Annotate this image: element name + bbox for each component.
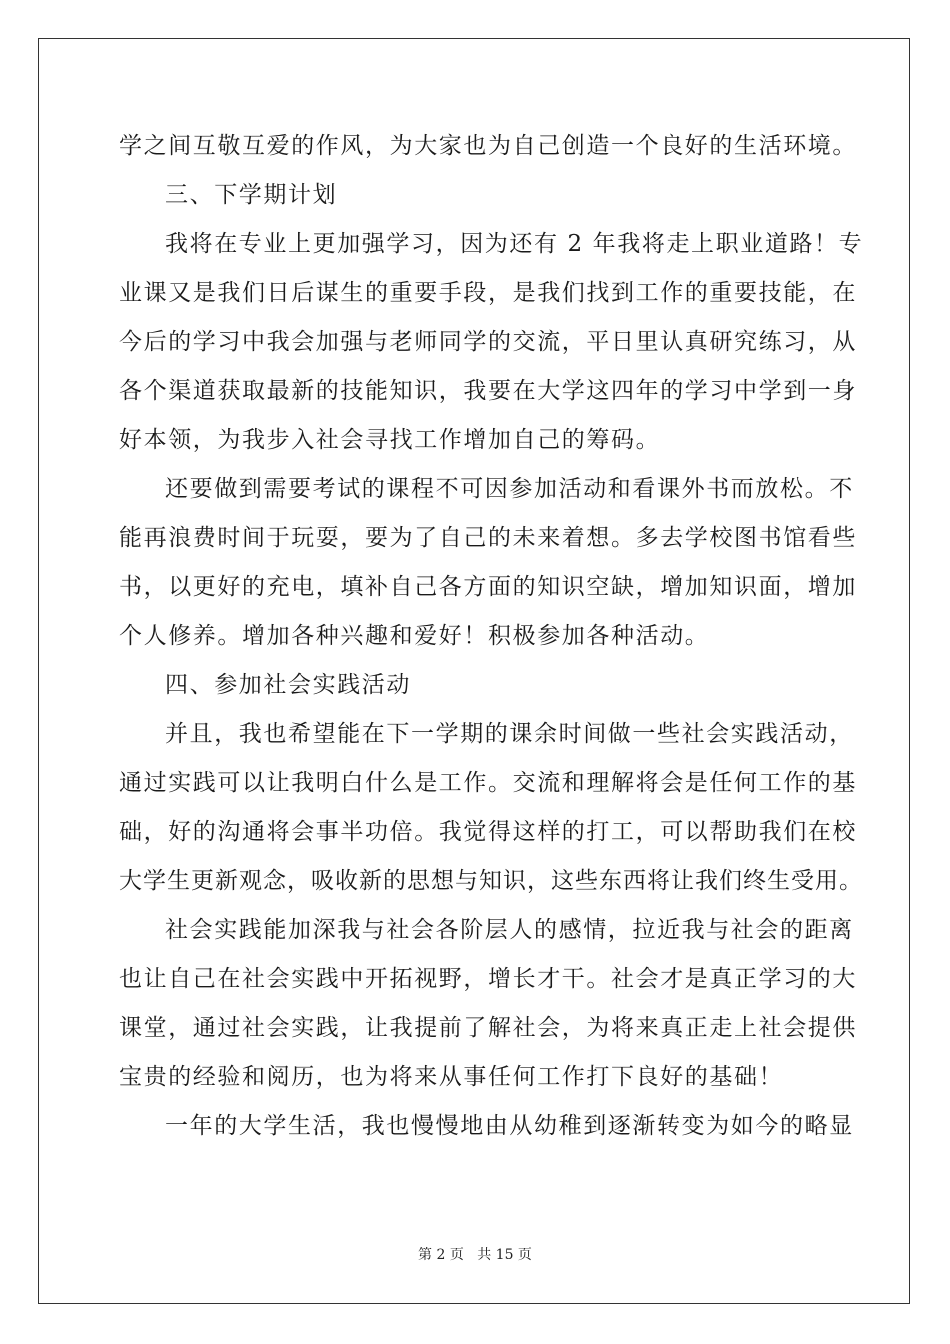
body-line: 也让自己在社会实践中开拓视野，增长才干。社会才是真正学习的大 bbox=[119, 966, 857, 992]
paragraph-first-line: 社会实践能加深我与社会各阶层人的感情，拉近我与社会的距离 bbox=[165, 917, 854, 943]
body-line: 通过实践可以让我明白什么是工作。交流和理解将会是任何工作的基 bbox=[119, 770, 857, 796]
body-line: 学之间互敬互爱的作风，为大家也为自己创造一个良好的生活环境。 bbox=[119, 133, 857, 159]
body-line: 业课又是我们日后谋生的重要手段，是我们找到工作的重要技能，在 bbox=[119, 280, 857, 306]
body-line: 今后的学习中我会加强与老师同学的交流，平日里认真研究练习，从 bbox=[119, 329, 857, 355]
page-number: 第 2 页 bbox=[418, 1247, 464, 1263]
paragraph-first-line: 我将在专业上更加强学习，因为还有 2 年我将走上职业道路！专 bbox=[165, 231, 864, 257]
document-body bbox=[119, 122, 864, 1151]
paragraph-first-line: 还要做到需要考试的课程不可因参加活动和看课外书而放松。不 bbox=[165, 476, 854, 502]
paragraph-first-line: 并且，我也希望能在下一学期的课余时间做一些社会实践活动， bbox=[165, 721, 854, 747]
body-line: 大学生更新观念，吸收新的思想与知识，这些东西将让我们终生受用。 bbox=[119, 868, 863, 894]
paragraph-first-line: 一年的大学生活，我也慢慢地由从幼稚到逐渐转变为如今的略显 bbox=[165, 1113, 854, 1139]
body-line: 书，以更好的充电，填补自己各方面的知识空缺，增加知识面，增加 bbox=[119, 574, 857, 600]
body-line: 能再浪费时间于玩耍，要为了自己的未来着想。多去学校图书馆看些 bbox=[119, 525, 857, 551]
body-line: 各个渠道获取最新的技能知识，我要在大学这四年的学习中学到一身 bbox=[119, 378, 857, 404]
footer-spacer bbox=[464, 1247, 477, 1263]
body-line: 课堂，通过社会实践，让我提前了解社会，为将来真正走上社会提供 bbox=[119, 1015, 857, 1041]
body-line: 础，好的沟通将会事半功倍。我觉得这样的打工，可以帮助我们在校 bbox=[119, 819, 857, 845]
body-line: 好本领，为我步入社会寻找工作增加自己的筹码。 bbox=[119, 427, 661, 453]
page-total: 共 15 页 bbox=[477, 1247, 532, 1263]
page-footer bbox=[0, 1245, 950, 1265]
section-heading: 三、下学期计划 bbox=[165, 182, 338, 208]
body-line: 宝贵的经验和阅历，也为将来从事任何工作打下良好的基础！ bbox=[119, 1064, 784, 1090]
body-line: 个人修养。增加各种兴趣和爱好！积极参加各种活动。 bbox=[119, 623, 710, 649]
section-heading: 四、参加社会实践活动 bbox=[165, 672, 411, 698]
